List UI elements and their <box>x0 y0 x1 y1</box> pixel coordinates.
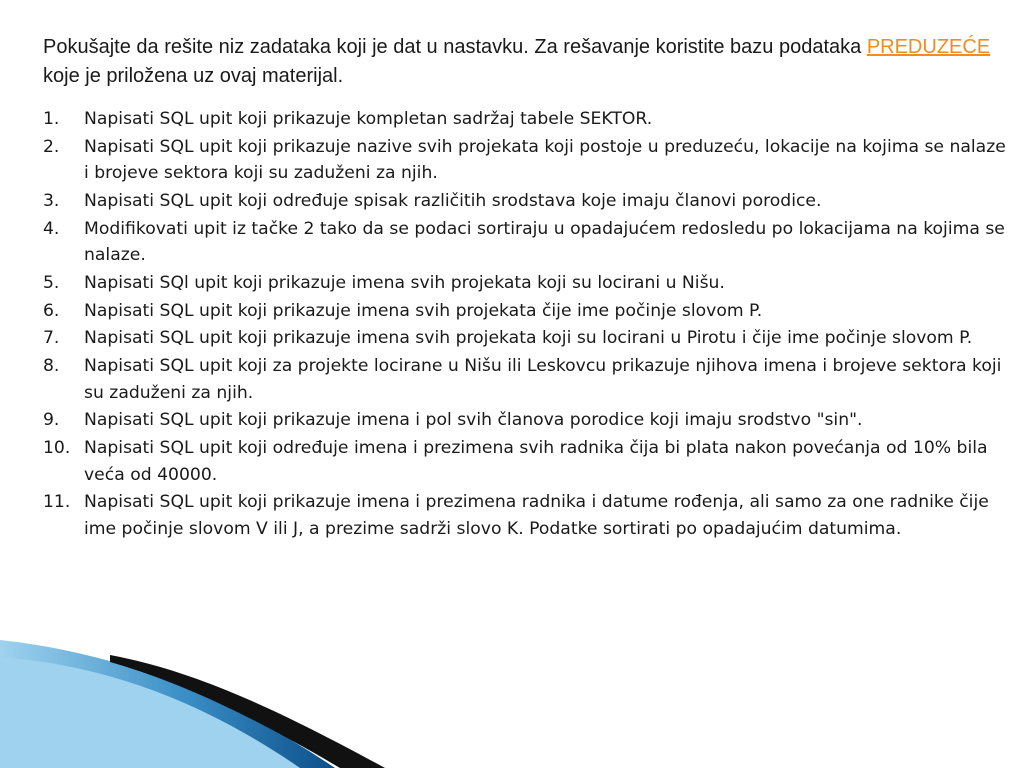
task-text: Napisati SQL upit koji za projekte locirane u Nišu ili Leskovcu prikazuje njihova imena i brojeve sektora koji su zaduženi za njih. <box>84 355 1002 403</box>
task-number: 5. <box>43 272 60 293</box>
task-text: Napisati SQL upit koji prikazuje imena i pol svih članova porodice koji imaju srodstvo "sin". <box>84 410 863 431</box>
task-text: Napisati SQl upit koji prikazuje imena svih projekata koji su locirani u Nišu. <box>84 272 725 293</box>
task-text: Napisati SQL upit koji prikazuje imena svih projekata čije ime počinje slovom P. <box>84 300 763 321</box>
task-number: 9. <box>43 410 60 431</box>
task-number: 11. <box>43 492 71 513</box>
task-number: 10. <box>43 437 71 458</box>
task-number: 6. <box>43 300 60 321</box>
task-text: Napisati SQL upit koji prikazuje imena svih projekata koji su locirani u Pirotu i čije ime počinje slovom P. <box>84 328 973 349</box>
task-number: 7. <box>43 328 60 349</box>
task-item <box>43 270 1011 297</box>
task-item <box>43 106 1011 133</box>
task-text: Napisati SQL upit koji određuje imena i prezimena svih radnika čija bi plata nakon povećanja od 10% bila veća od 40000. <box>84 437 988 485</box>
task-number: 3. <box>43 190 60 211</box>
task-list <box>43 106 1011 544</box>
task-item <box>43 435 1011 489</box>
task-number: 8. <box>43 355 60 376</box>
task-number: 4. <box>43 218 60 239</box>
task-number: 1. <box>43 109 60 129</box>
wave-black-band <box>110 655 385 768</box>
task-item <box>43 407 1011 434</box>
task-item <box>43 188 1011 215</box>
task-text: Napisati SQL upit koji određuje spisak različitih srodstava koje imaju članovi porodice. <box>84 190 822 211</box>
task-item <box>43 353 1011 407</box>
intro-text-after: koje je priložena uz ovaj materijal. <box>43 65 344 87</box>
wave-blue-band <box>0 640 335 768</box>
task-item <box>43 134 1011 188</box>
task-text: Modifikovati upit iz tačke 2 tako da se podaci sortiraju u opadajućem redosledu po lokacijama na kojima se nalaze. <box>84 218 1005 266</box>
task-item <box>43 298 1011 325</box>
task-text: Napisati SQL upit koji prikazuje nazive svih projekata koji postoje u preduzeću, lokacije na kojima se nalaze i brojeve sektora koji su zaduženi za njih. <box>84 136 1006 184</box>
task-item <box>43 489 1011 543</box>
wave-back-band <box>0 652 300 768</box>
intro-text-before: Pokušajte da rešite niz zadataka koji je dat u nastavku. Za rešavanje koristite bazu podataka <box>43 36 867 58</box>
task-text: Napisati SQL upit koji prikazuje kompletan sadržaj tabele SEKTOR. <box>84 109 653 129</box>
intro-paragraph <box>43 33 993 91</box>
task-item <box>43 216 1011 270</box>
task-text: Napisati SQL upit koji prikazuje imena i prezimena radnika i datume rođenja, ali samo za one radnike čije ime počinje slovom V ili J, a prezime sadrži slovo K. Podatke sortirati po opadajućim datumima. <box>84 492 989 539</box>
preduzece-database-link[interactable]: PREDUZEĆE <box>866 36 991 58</box>
task-number: 2. <box>43 136 60 157</box>
task-item <box>43 325 1011 352</box>
